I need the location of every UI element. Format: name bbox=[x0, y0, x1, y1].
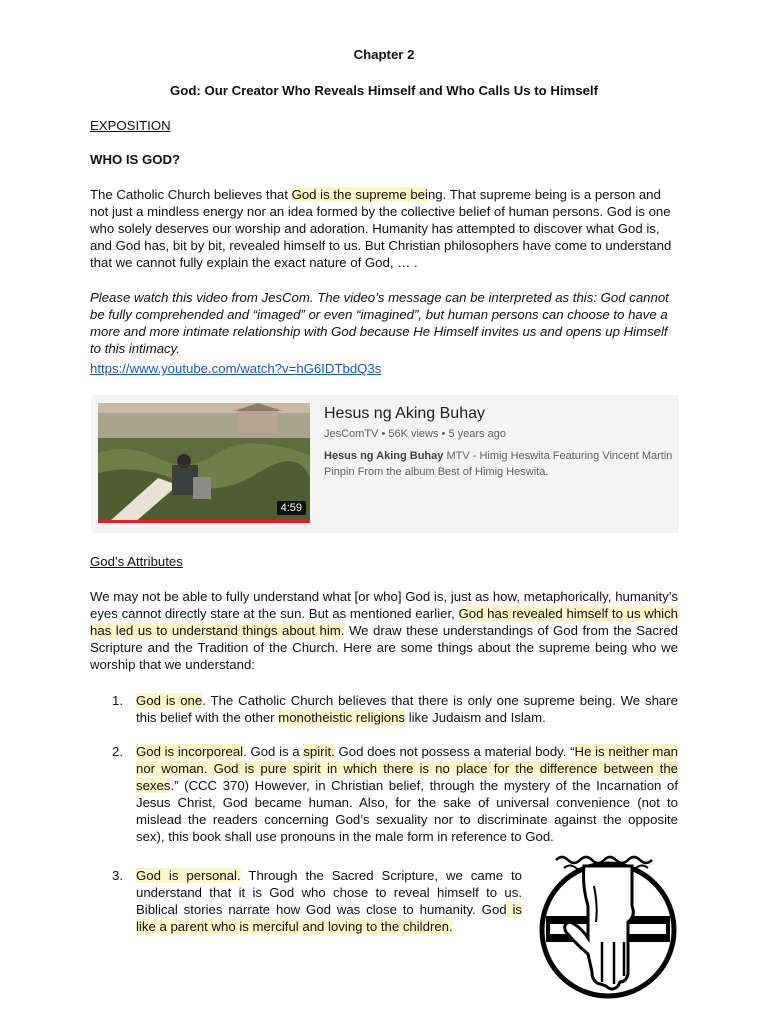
chapter-label: Chapter 2 bbox=[353, 47, 415, 62]
video-instruction: Please watch this video from JesCom. The video’s message can be interpreted as this: God cannot be fully comprehended and “imaged” or even “imagined”, but human persons can choose to have a more and more intimate relationship with God because He Himself invites us and opens up Himself to this intimacy. bbox=[90, 290, 669, 356]
video-link-wrap bbox=[90, 360, 381, 377]
list-item: God is incorporeal. God is a spirit. God does not possess a material body. “He is neither man nor woman. God is pure spirit in which there is no place for the difference between the sexes.” (CCC 370) However, in Christian belief, through the mystery of the Incarnation of Jesus Christ, God became human. Also, for the sake of universal convenience (not to mislead the readers concerning God’s sexuality nor to discriminate against the opposite sex), this book shall use pronouns in the male form in reference to God. bbox=[136, 744, 678, 844]
list-item: God is personal. Through the Sacred Scripture, we came to understand that it is God who chose to reveal himself to us. Biblical stories narrate how God was close to humanity. God is like a parent who is merciful and loving to the children. bbox=[136, 868, 523, 934]
chapter-title: God: Our Creator Who Reveals Himself and Who Calls Us to Himself bbox=[170, 83, 598, 98]
attributes-heading: God’s Attributes bbox=[90, 554, 183, 569]
question-heading: WHO IS GOD? bbox=[90, 152, 181, 167]
list-number: 2. bbox=[112, 744, 123, 759]
list-number: 1. bbox=[112, 693, 123, 708]
video-duration: 4:59 bbox=[277, 501, 306, 515]
highlight: God has revealed himself to us which has led us to understand things about him. bbox=[90, 606, 678, 638]
list-number: 3. bbox=[112, 868, 123, 883]
hand-of-god-illustration bbox=[536, 846, 680, 1006]
video-thumbnail[interactable] bbox=[98, 403, 310, 523]
list-item: God is one. The Catholic Church believes that there is only one supreme being. We share this belief with the other monotheistic religions like Judaism and Islam. bbox=[136, 693, 678, 725]
video-title[interactable]: Hesus ng Aking Buhay bbox=[324, 405, 485, 422]
video-description: Hesus ng Aking Buhay MTV - Himig Heswita Featuring Vincent Martin Pinpin From the album Best of Himig Heswita. bbox=[324, 450, 673, 478]
attributes-paragraph: We may not be able to fully understand what [or who] God is, just as how, metaphorically, humanity’s eyes cannot directly stare at the sun. But as mentioned earlier, God has revealed himself to us which has led us to understand things about him. We draw these understandings of God from the Sacred Scripture and the Tradition of the Church. Here are some things about the supreme being who we worship that we understand: bbox=[90, 589, 678, 672]
highlight: God is the supreme bei bbox=[291, 187, 428, 202]
intro-paragraph: The Catholic Church believes that God is the supreme being. That supreme being is a person and not just a mindless energy nor an idea formed by the collective belief of human persons. God is one who solely deserves our worship and adoration. Humanity has attempted to discover what God is, and God has, bit by bit, revealed himself to us. But Christian philosophers have come to understand that we cannot fully explain the exact nature of God, … . bbox=[90, 187, 672, 270]
video-meta: JesComTV • 56K views • 5 years ago bbox=[324, 428, 506, 440]
section-heading: EXPOSITION bbox=[90, 118, 171, 133]
video-card[interactable] bbox=[91, 395, 679, 533]
progress-bar bbox=[98, 520, 310, 523]
video-link[interactable]: https://www.youtube.com/watch?v=hG6IDTbdQ3s bbox=[90, 361, 382, 376]
